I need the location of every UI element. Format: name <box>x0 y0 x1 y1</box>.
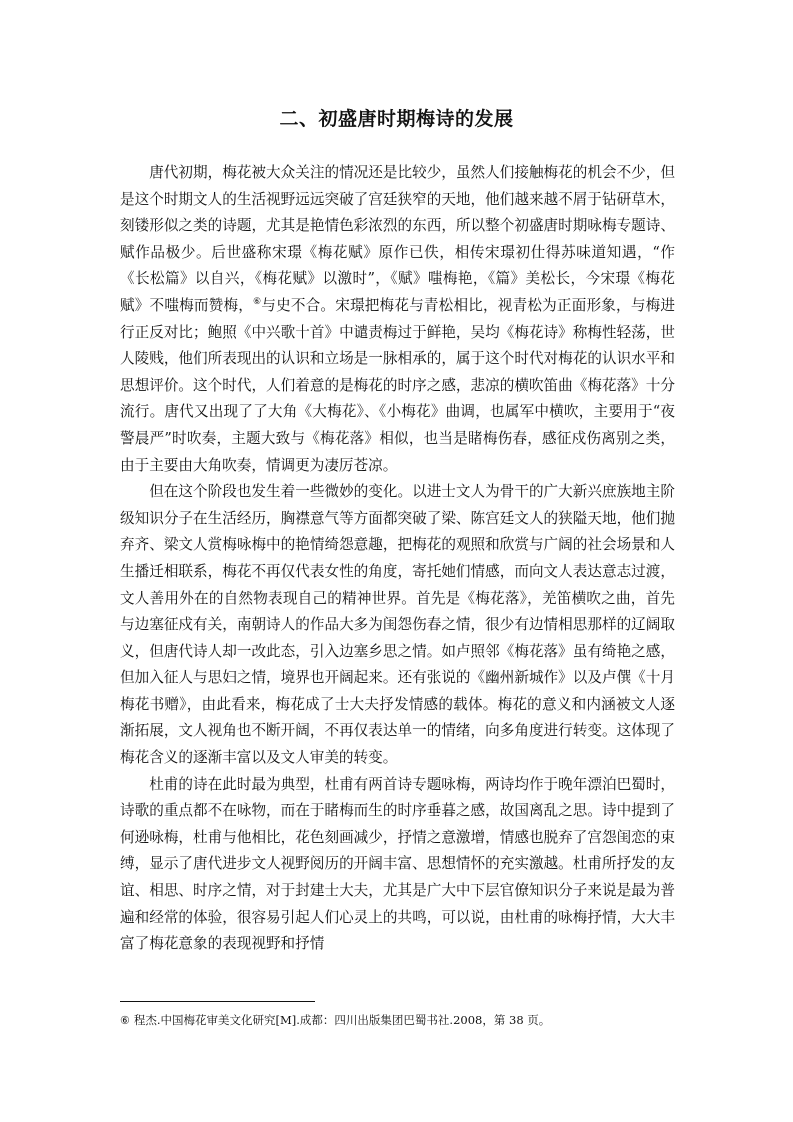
footnote-divider <box>120 1001 315 1002</box>
paragraph-3: 杜甫的诗在此时最为典型，杜甫有两首诗专题咏梅，两诗均作于晚年漂泊巴蜀时，诗歌的重点都不在咏物，而在于睹梅而生的时序垂暮之感，故国离乱之思。诗中提到了何逊咏梅，杜甫与他相比，花色刻画减少，抒情之意激增，情感也脱弃了宫怨闺恋的束缚，显示了唐代进步文人视野阅历的开阔丰富、思想情怀的充实激越。杜甫所抒发的友谊、相思、时序之情，对于封建士大夫，尤其是广大中下层官僚知识分子来说是最为普遍和经常的体验，很容易引起人们心灵上的共鸣，可以说，由杜甫的咏梅抒情，大大丰富了梅花意象的表现视野和抒情 <box>120 775 675 953</box>
paragraph-2: 但在这个阶段也发生着一些微妙的变化。以进士文人为骨干的广大新兴庶族地主阶级知识分子在生活经历，胸襟意气等方面都突破了梁、陈宫廷文人的狭隘天地，他们抛弃齐、梁文人赏梅咏梅中的艳情绮怨意趣，把梅花的观照和欣赏与广阔的社会场景和人生播迁相联系，梅花不再仅代表女性的角度，寄托她们情感，而向文人表达意志过渡，文人善用外在的自然物表现自己的精神世界。首先是《梅花落》，羌笛横吹之曲，首先与边塞征戍有关，南朝诗人的作品大多为闺怨伤春之情，很少有边情相思那样的辽阔取义，但唐代诗人却一改此态，引入边塞乡思之情。如卢照邻《梅花落》虽有绮艳之感，但加入征人与思妇之情，境界也开阔起来。还有张说的《幽州新城作》以及卢僎《十月梅花书赠》，由此看来，梅花成了士大夫抒发情感的载体。梅花的意义和内涵被文人逐渐拓展，文人视角也不断开阔，不再仅表达单一的情绪，向多角度进行转变。这体现了梅花含义的逐渐丰富以及文人审美的转变。 <box>120 483 675 767</box>
paragraph-1-text-before: 唐代初期，梅花被大众关注的情况还是比较少，虽然人们接触梅花的机会不少，但是这个时期文人的生活视野远远突破了宫廷狭窄的天地，他们越来越不屑于钻研草木，刻镂形似之类的诗题，尤其是艳情色彩浓烈的东西，所以整个初盛唐时期咏梅专题诗、赋作品极少。后世盛称宋璟《梅花赋》原作已佚，相传宋璟初仕得苏味道知遇，“作《长松篇》以自兴，《梅花赋》以激时”，《赋》嗤梅艳，《篇》美松长，今宋璟《梅花赋》不嗤梅而赞梅， <box>120 164 675 314</box>
body-text <box>120 160 675 958</box>
footnote-reference: ⑥ <box>253 297 262 308</box>
footnote-text: 程杰.中国梅花审美文化研究[M].成都：四川出版集团巴蜀书社.2008，第 38 页。 <box>133 1013 551 1027</box>
paragraph-1 <box>120 160 675 479</box>
footnote-mark: ⑥ <box>120 1014 130 1027</box>
section-heading: 二、初盛唐时期梅诗的发展 <box>279 108 514 130</box>
paragraph-1-text-after: 与史不合。宋璟把梅花与青松相比，视青松为正面形象，与梅进行正反对比；鲍照《中兴歌十首》中谴责梅过于鲜艳，吴均《梅花诗》称梅性轻荡，世人陵贱，他们所表现出的认识和立场是一脉相承的，属于这个时代对梅花的认识水平和思想评价。这个时代，人们着意的是梅花的时序之感，悲凉的横吹笛曲《梅花落》十分流行。唐代又出现了了大角《大梅花》、《小梅花》曲调，也属军中横吹，主要用于“夜警晨严”时吹奏，主题大致与《梅花落》相似，也当是睹梅伤春，感征戍伤离别之类，由于主要由大角吹奏，情调更为凄厉苍凉。 <box>120 296 675 474</box>
footnote <box>120 1012 680 1029</box>
